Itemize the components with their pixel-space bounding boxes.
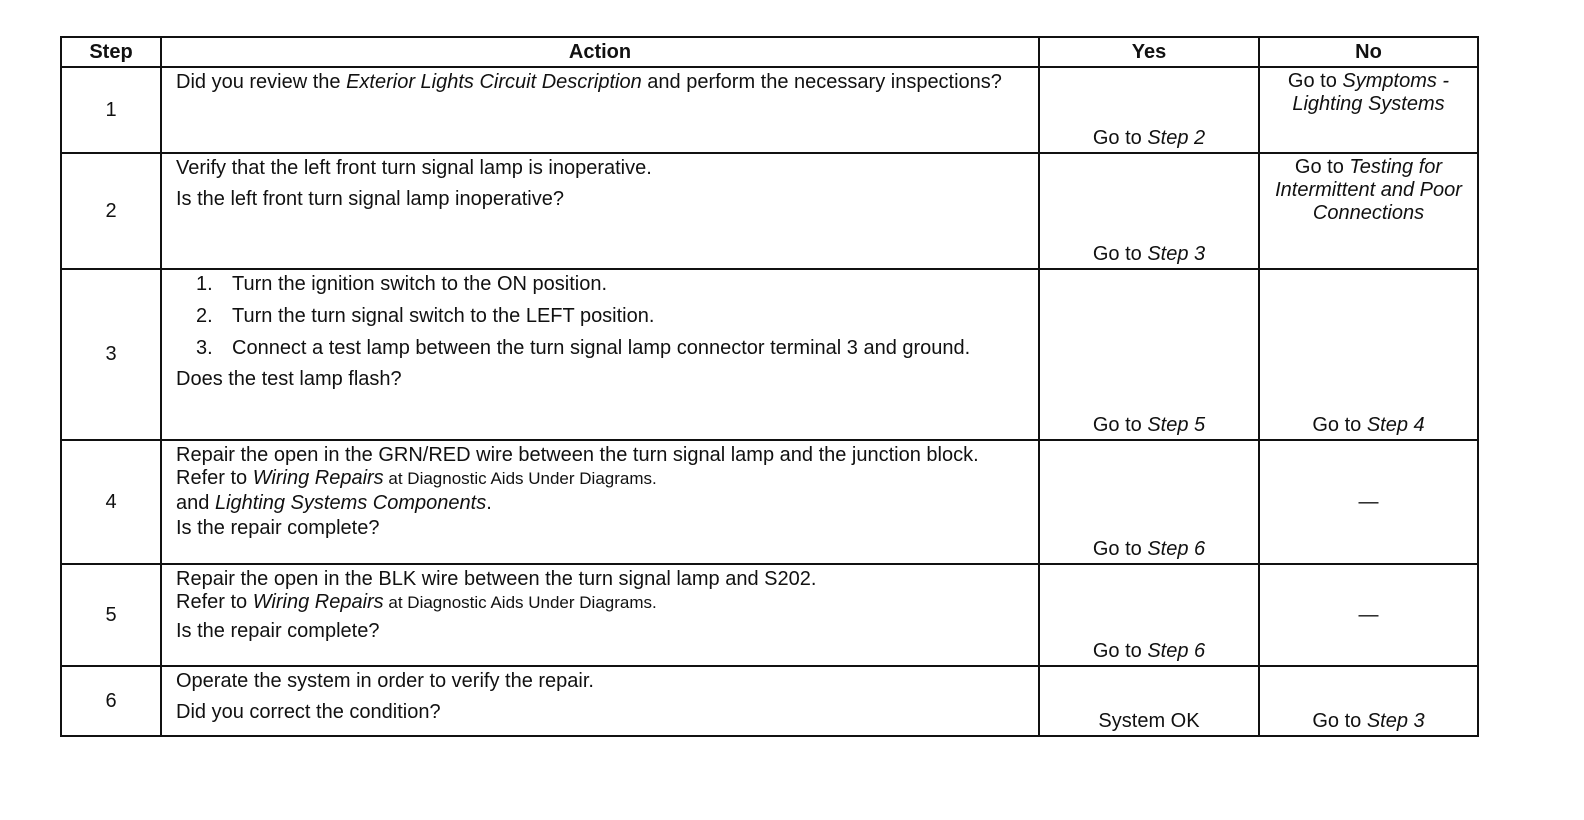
list-item: 3. Connect a test lamp between the turn signal lamp connector terminal 3 and ground. <box>196 337 971 359</box>
yes-cell: Go to Step 6 <box>1039 440 1259 564</box>
yes-cell: Go to Step 5 <box>1039 269 1259 440</box>
action-text: and Lighting Systems Components. <box>176 492 492 514</box>
dash: — <box>1358 490 1379 513</box>
table-row <box>61 564 1478 666</box>
action-text: Did you review the Exterior Lights Circuit Description and perform the necessary inspections? <box>176 71 1002 93</box>
yes-cell: Go to Step 3 <box>1039 153 1259 269</box>
header-action: Action <box>161 37 1039 67</box>
action-question: Did you correct the condition? <box>176 701 441 723</box>
action-text: Refer to Wiring Repairs at Diagnostic Aids Under Diagrams. <box>176 591 657 613</box>
header-yes: Yes <box>1039 37 1259 67</box>
step-number: 3 <box>61 269 161 440</box>
table-header-row <box>61 37 1478 67</box>
list-item: 1. Turn the ignition switch to the ON position. <box>196 273 607 295</box>
table-row <box>61 153 1478 269</box>
action-text: Repair the open in the BLK wire between the turn signal lamp and S202. <box>176 568 817 590</box>
no-cell: Go to Step 3 <box>1259 666 1478 736</box>
no-cell <box>1259 440 1478 564</box>
action-text: Verify that the left front turn signal lamp is inoperative. <box>176 157 652 179</box>
action-cell <box>161 153 1039 269</box>
action-question: Is the repair complete? <box>176 517 380 539</box>
action-question: Is the left front turn signal lamp inoperative? <box>176 188 564 210</box>
action-cell <box>161 564 1039 666</box>
no-cell: Go to Symptoms - Lighting Systems <box>1259 67 1478 153</box>
table-row <box>61 440 1478 564</box>
no-cell: Go to Step 4 <box>1259 269 1478 440</box>
action-cell <box>161 269 1039 440</box>
action-cell <box>161 67 1039 153</box>
no-cell: Go to Testing for Intermittent and Poor Connections <box>1259 153 1478 269</box>
action-cell <box>161 440 1039 564</box>
yes-cell: System OK <box>1039 666 1259 736</box>
step-number: 4 <box>61 440 161 564</box>
step-number: 5 <box>61 564 161 666</box>
list-item: 2. Turn the turn signal switch to the LEFT position. <box>196 305 655 327</box>
diagnostic-table <box>60 36 1479 737</box>
action-question: Is the repair complete? <box>176 620 380 642</box>
action-text: Operate the system in order to verify the repair. <box>176 670 594 692</box>
header-no: No <box>1259 37 1478 67</box>
step-number: 2 <box>61 153 161 269</box>
table-row <box>61 269 1478 440</box>
table-row <box>61 67 1478 153</box>
action-cell <box>161 666 1039 736</box>
no-cell <box>1259 564 1478 666</box>
step-number: 1 <box>61 67 161 153</box>
yes-cell: Go to Step 6 <box>1039 564 1259 666</box>
step-number: 6 <box>61 666 161 736</box>
yes-cell: Go to Step 2 <box>1039 67 1259 153</box>
action-text: Repair the open in the GRN/RED wire between the turn signal lamp and the junction block. Refer to Wiring Repairs at Diagnostic Aids Under Diagrams. <box>176 444 979 489</box>
action-question: Does the test lamp flash? <box>176 368 402 390</box>
header-step: Step <box>61 37 161 67</box>
dash: — <box>1358 603 1379 626</box>
table-row <box>61 666 1478 736</box>
